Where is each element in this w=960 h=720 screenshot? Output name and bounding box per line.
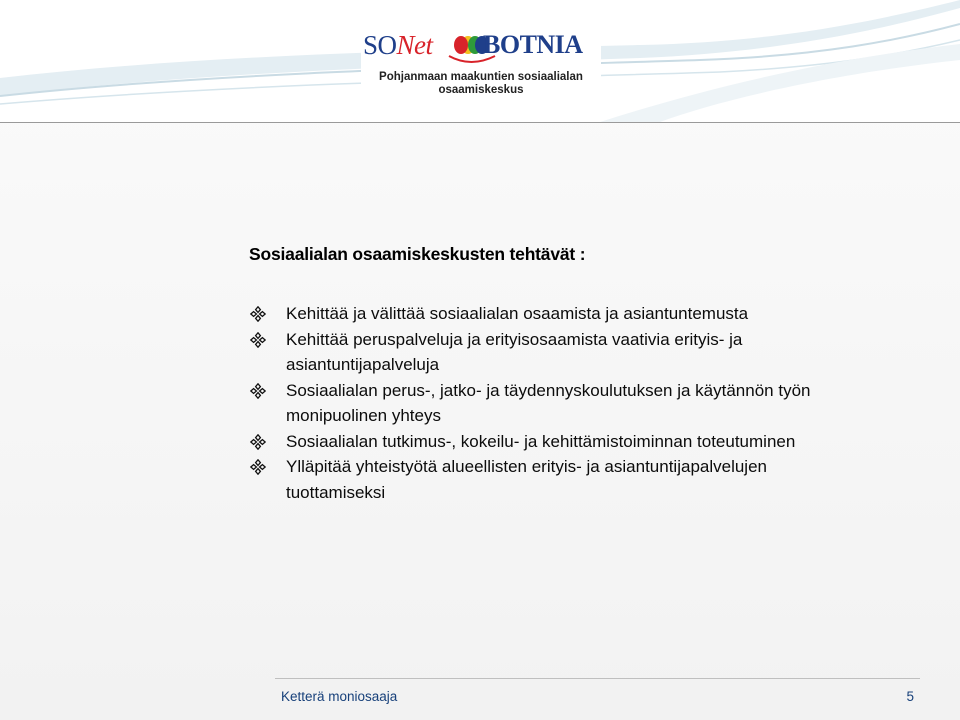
logo-word-net: Net [396, 30, 433, 60]
diamond-quad-icon [250, 332, 266, 348]
bullet-item [250, 301, 900, 327]
logo-subtitle-line1: Pohjanmaan maakuntien sosiaalialan [379, 71, 583, 83]
bullet-text-line: asiantuntijapalveluja [286, 355, 440, 374]
bullet-item [250, 378, 900, 429]
page-number: 5 [906, 689, 914, 704]
footer-divider [275, 678, 920, 679]
bullet-text-line: Kehittää ja välittää sosiaalialan osaamista ja asiantuntemusta [286, 304, 749, 323]
bullet-item [250, 327, 900, 378]
logo-wordmark-sonet [363, 30, 433, 60]
logo-word-so: SO [363, 30, 397, 60]
bullet-list [250, 301, 900, 505]
bullet-text-line: Sosiaalialan perus-, jatko- ja täydennyskoulutuksen ja käytännön työn [286, 380, 811, 400]
bullet-item [250, 454, 900, 505]
diamond-quad-icon [250, 306, 266, 322]
footer-text: Ketterä moniosaaja [281, 689, 398, 704]
header-band [0, 0, 960, 123]
bullet-item [250, 429, 900, 455]
diamond-quad-icon [250, 383, 266, 399]
sonet-botnia-logo [361, 12, 601, 100]
bullet-text-line: Ylläpitää yhteistyötä alueellisten erityis- ja asiantuntijapalvelujen [286, 457, 767, 476]
bullet-text-line: Kehittää peruspalveluja ja erityisosaamista vaativia erityis- ja [286, 329, 743, 349]
logo-subtitle-line2: osaamiskeskus [438, 84, 524, 96]
diamond-quad-icon [250, 434, 266, 450]
bullet-text-line: monipuolinen yhteys [286, 406, 441, 425]
bullet-text-line: tuottamiseksi [286, 482, 386, 502]
diamond-quad-icon [250, 459, 266, 475]
bullet-text-line: Sosiaalialan tutkimus-, kokeilu- ja kehittämistoiminnan toteutuminen [286, 431, 796, 451]
logo-wordmark-botnia: BOTNIA [483, 30, 583, 59]
slide-title: Sosiaalialan osaamiskeskusten tehtävät : [249, 244, 586, 264]
